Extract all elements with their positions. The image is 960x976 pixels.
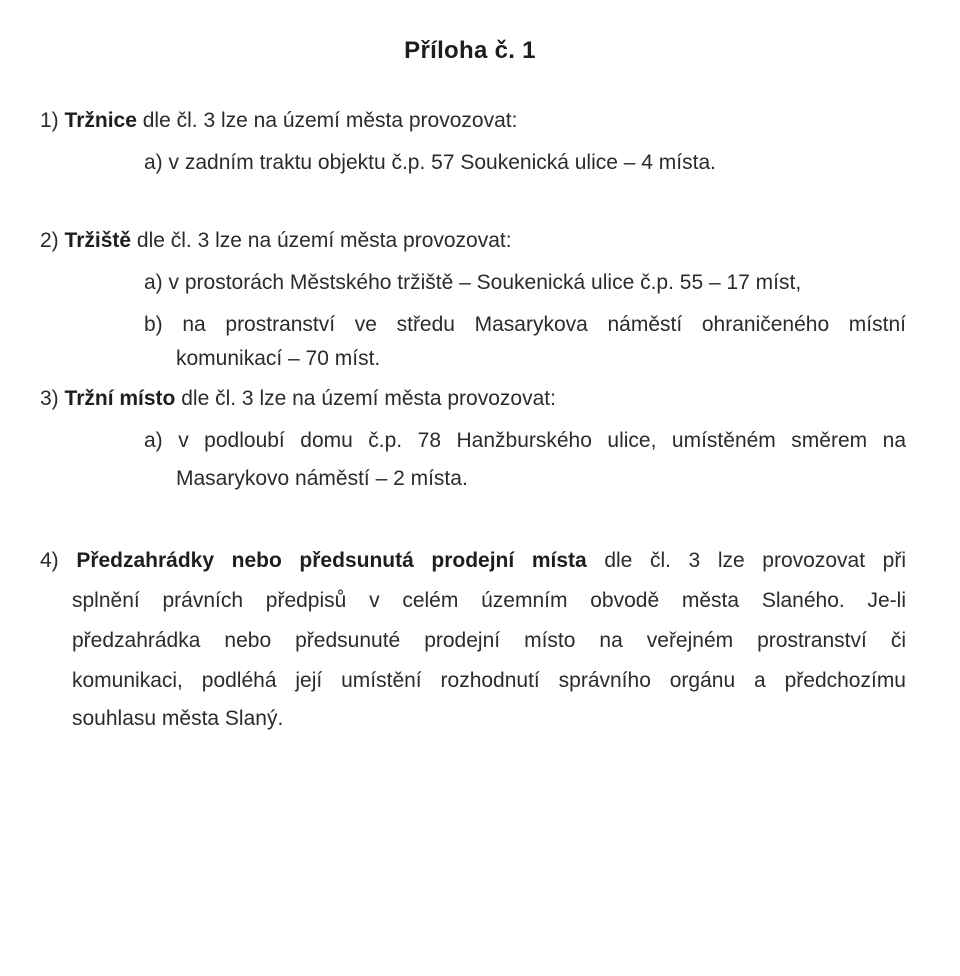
list-item-continuation: Masarykovo náměstí – 2 místa. bbox=[176, 467, 468, 490]
section-heading: Tržiště bbox=[64, 229, 132, 252]
item-marker: a) bbox=[144, 151, 163, 174]
paragraph-line: souhlasu města Slaný. bbox=[72, 707, 284, 730]
section-intro: dle čl. 3 lze na území města provozovat: bbox=[181, 387, 556, 410]
item-text: v prostorách Městského tržiště – Soukenická ulice č.p. 55 – 17 míst, bbox=[168, 271, 802, 294]
page-title: Příloha č. 1 bbox=[404, 37, 536, 64]
item-marker: a) bbox=[144, 271, 163, 294]
item-marker: b) bbox=[144, 313, 163, 336]
section-3-heading-line bbox=[40, 386, 556, 412]
item-marker: a) bbox=[144, 429, 163, 452]
section-intro: dle čl. 3 lze na území města provozovat: bbox=[136, 229, 512, 252]
item-text: v zadním traktu objektu č.p. 57 Soukenická ulice – 4 místa. bbox=[168, 151, 716, 174]
list-item bbox=[144, 312, 906, 338]
list-item-continuation: komunikací – 70 míst. bbox=[176, 347, 381, 370]
section-heading: Tržnice bbox=[64, 109, 137, 132]
list-item bbox=[144, 270, 801, 296]
item-text: na prostranství ve středu Masarykova náměstí ohraničeného místní bbox=[182, 313, 906, 336]
section-4-heading-line bbox=[40, 548, 906, 574]
section-intro: dle čl. 3 lze provozovat při bbox=[604, 549, 906, 572]
paragraph-line: komunikaci, podléhá její umístění rozhodnutí správního orgánu a předchozímu bbox=[72, 669, 906, 692]
section-1-heading-line bbox=[40, 108, 517, 134]
list-item bbox=[144, 428, 906, 454]
section-number: 3) bbox=[40, 387, 59, 410]
section-number: 4) bbox=[40, 549, 59, 572]
section-intro: dle čl. 3 lze na území města provozovat: bbox=[142, 109, 518, 132]
list-item bbox=[144, 150, 716, 176]
section-heading: Předzahrádky nebo předsunutá prodejní místa bbox=[76, 549, 587, 572]
paragraph-line: splnění právních předpisů v celém územním obvodě města Slaného. Je-li bbox=[72, 589, 906, 612]
section-number: 2) bbox=[40, 229, 59, 252]
item-text: v podloubí domu č.p. 78 Hanžburského ulice, umístěném směrem na bbox=[178, 429, 906, 452]
section-number: 1) bbox=[40, 109, 59, 132]
section-heading: Tržní místo bbox=[64, 387, 176, 410]
section-2-heading-line bbox=[40, 228, 512, 254]
paragraph-line: předzahrádka nebo předsunuté prodejní místo na veřejném prostranství či bbox=[72, 629, 906, 652]
